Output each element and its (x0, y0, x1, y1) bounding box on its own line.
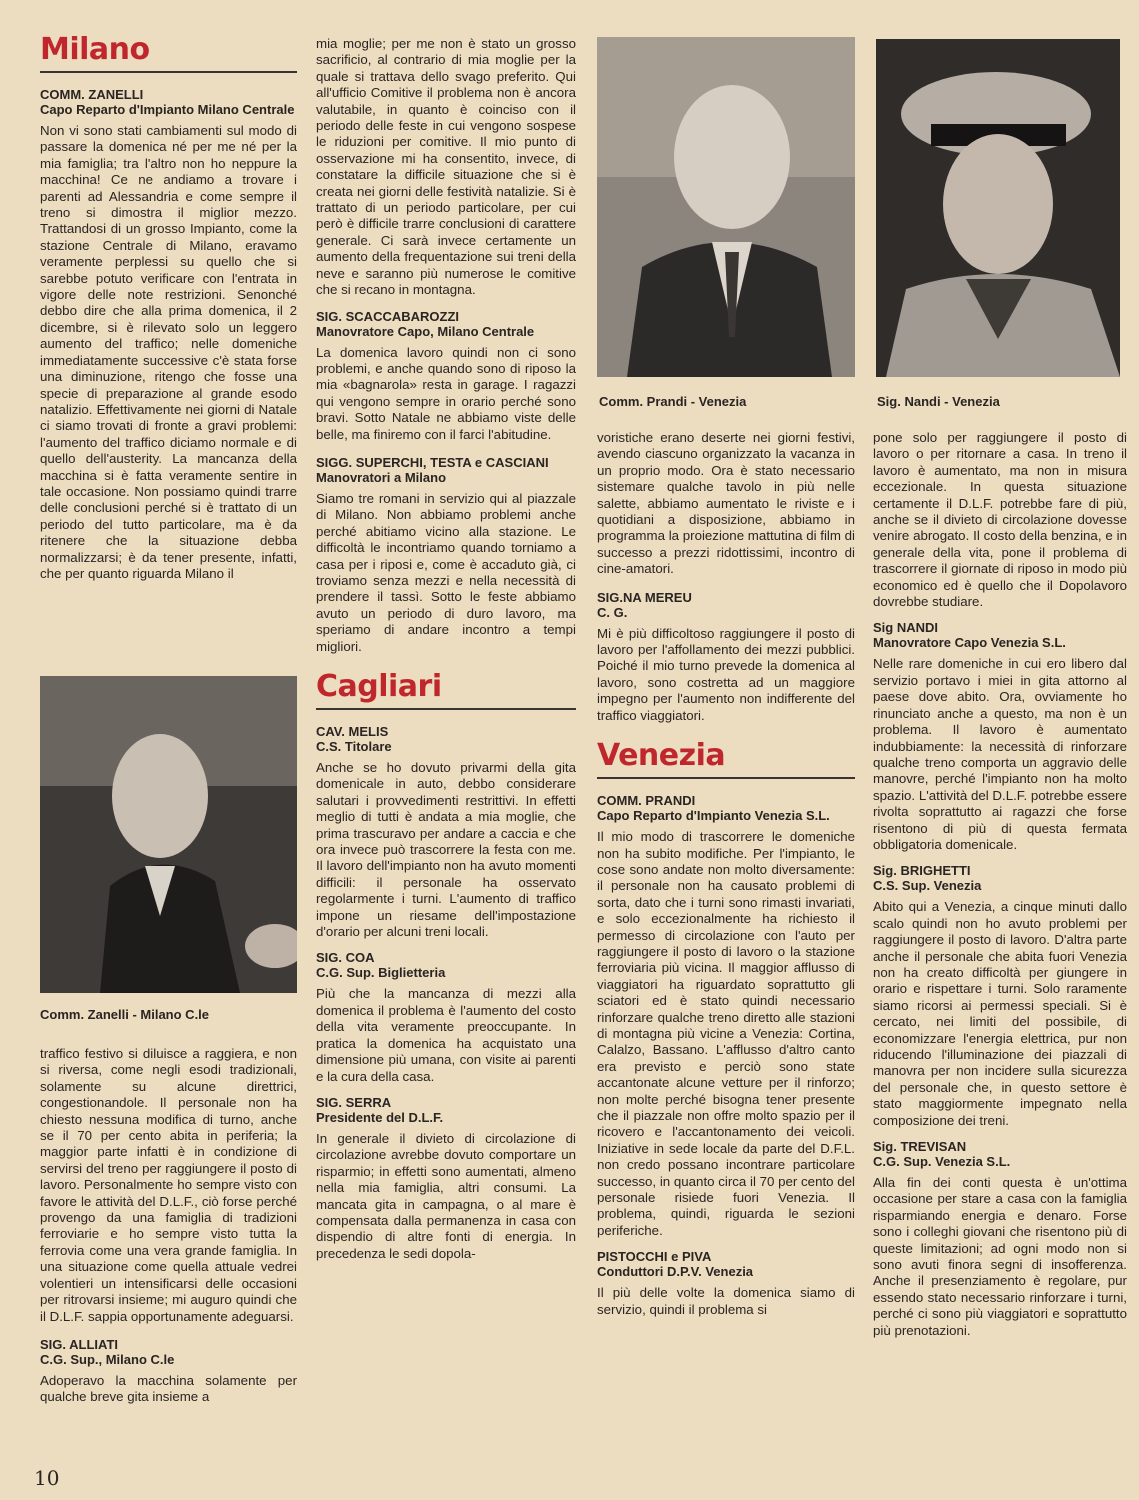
article-text: In generale il divieto di circolazione di circolazione avrebbe dovuto comportare un risparmio; in effetti sono aumentati, almeno nella mia famiglia, altri consumi. La mancata gita in campagna, o al mare è compensata dalla permanenza in casa con dispendio di altre fonti di energia. In precedenza le sedi dopola- (316, 1130, 576, 1261)
article-text: Nelle rare domeniche in cui ero libero dal servizio portavo i miei in gita attorno al paese dove abito. Ora, ovviamente ho rinunciato anche a questo, ma non è un problema. Il lavoro è aumentato indubbiamente: la necessità di rinforzare qualche treno comporta un aggravio delle manovre, perché l'impianto non ha molto spazio. L'attività del D.L.F. potrebbe essere rivolta soprattutto ai ragazzi che forse risentono di più di questa fermata obbligatoria domenicale. (873, 656, 1127, 852)
person-role: Presidente del D.L.F. (316, 1109, 444, 1125)
person-role: C.G. Sup., Milano C.le (40, 1351, 175, 1367)
section-title-venezia: Venezia (597, 738, 726, 774)
article-text: La domenica lavoro quindi non ci sono problemi, e anche quando sono di riposo la mia «bagnarola» resta in garage. I ragazzi qui vengono sempre in orario perché sono bravi. Sotto Natale ne abbiamo viste delle belle, ma finiremo con il farci l'abitudine. (316, 344, 576, 442)
article-text: traffico festivo si diluisce a raggiera, e non si riversa, come negli esodi tradizionali, solamente su alcune direttrici, congestionandole. Il personale non ha chiesto nessuna modifica di turno, anche se il 70 per cento abita in periferia; la maggior parte infatti è in condizione di servirsi del treno per raggiungere il posto di lavoro. Personalmente ho sempre visto con favore le attività del D.L.F., ciò forse perché provengo da una famiglia di tradizioni ferroviarie e ho sempre visto tutta la ferrovia come una vera grande famiglia. In una situazione come quella attuale vedrei volentieri un intensificarsi delle occasioni per ritrovarsi insieme; mi auguro quindi che il D.L.F. sappia opportunamente adeguarsi. (40, 1046, 297, 1324)
person-name: SIG. SERRA (316, 1094, 392, 1110)
person-role: C.G. Sup. Biglietteria (316, 965, 446, 981)
article-text: Anche se ho dovuto privarmi della gita domenicale in auto, debbo considerare salutari i provvedimenti restrittivi. In effetti meglio di tutti è andata a mia moglie, che prima trascuravo per andare a caccia e che ora invece può trascorrere la festa con me. Il lavoro dell'impianto non ha avuto momenti difficili: il personale ha osservato regolarmente i turni. L'aumento di traffico impone un riesame dell'impostazione d'orario per alcuni treni locali. (316, 760, 576, 940)
person-name: Sig NANDI (873, 620, 938, 636)
article-text: pone solo per raggiungere il posto di lavoro o per ritornare a casa. In treno il lavoro è aumentato, ma non in misura eccezionale. In questa situazione certamente il D.L.F. potrebbe fare di più, anche se il divieto di circolazione dovesse venire abrogato. Il costo della benzina, e in generale della vita, pone il problema di trascorrere il giornate di riposo in modo più economico ed è quello che il Dopolavoro dovrebbe studiare. (873, 430, 1127, 610)
article-text: voristiche erano deserte nei giorni festivi, avendo ciascuno organizzato la vacanza in un proprio modo. Ora è stato necessario sistemare qualche tavolo in più nelle salette, abbiamo aumentato le riviste e i quotidiani a disposizione, abbiamo in programma la proiezione mattutina di film di successo a prezzi ridottissimi, incontro di cine-amatori. (597, 430, 855, 577)
person-role: C.S. Sup. Venezia (873, 878, 982, 894)
article-text: Alla fin dei conti questa è un'ottima occasione per stare a casa con la famiglia risparmiando energia e denaro. Forse sono i colleghi giovani che risentono più di queste limitazioni; ad ogni modo non si sono avuti finora segni di insofferenza. Anche il presenziamento è regolare, pur essendo stato necessario rinforzare i turni, perché ci sono più viaggiatori e soprattutto più prenotazioni. (873, 1175, 1127, 1338)
person-name: SIG. ALLIATI (40, 1336, 118, 1352)
photo-caption: Comm. Prandi - Venezia (599, 394, 747, 409)
person-role: C.S. Titolare (316, 739, 392, 754)
person-role: C. G. (597, 604, 628, 620)
section-rule (316, 708, 576, 710)
article-text: Più che la mancanza di mezzi alla domenica il problema è l'aumento del costo della vita veramente preoccupante. In pratica la domenica ha acquistato una dimensione più umana, con visite ai parenti e la cura della casa. (316, 986, 576, 1084)
page-number: 10 (34, 1466, 60, 1490)
article-text: Siamo tre romani in servizio qui al piazzale di Milano. Non abbiamo problemi anche perché abitiamo vicino alla stazione. Le difficoltà le incontriamo quando torniamo a casa per i riposi e, come è accaduto già, ci troviamo senza mezzi e nella necessità di prendere il tassì. Sotto le feste abbiamo avuto un periodo di duro lavoro, ma speriamo di andare incontro a tempi migliori. (316, 490, 576, 654)
column-1 (40, 32, 297, 583)
article-text: Non vi sono stati cambiamenti sul modo di passare la domenica né per me né per la mia famiglia; tra l'altro non ho neppure la macchina! Ce ne andiamo a trovare i parenti ad Alessandria e come sempre il treno si dimostra il miglior mezzo. Trattandosi di un grosso Impianto, come la stazione Centrale di Milano, eravamo veramente perplessi su quello che si sarebbe potuto verificare con l'entrata in vigore delle note restrizioni. Senonché debbo dire che alla prima domenica, il 2 dicembre, si è rilevato solo un leggero aumento del traffico; nelle domeniche immediatamente successive c'è stata forse una diminuzione, ritengo che fosse una specie di preparazione al grande esodo natalizio. Effettivamente nei giorni di Natale ci siamo trovati di fronte a gravi problemi: l'aumento del traffico diciamo normale e di quello dell'austerity. La mancanza della macchina si è fatta veramente sentire in tale occasione. Non possiamo quindi trarre delle conclusioni perché si è trattato di un periodo del tutto particolare, ma è da ritenere che la situazione debba normalizzarsi; è da tener presente, infatti, che per quanto riguarda Milano il (40, 123, 297, 581)
column-1-bottom (40, 1046, 297, 1407)
article-text: mia moglie; per me non è stato un grosso sacrificio, al contrario di mia moglie per la quale si trattava dello svago preferito. Qui all'ufficio Comitive il problema non è ancora valutabile, in quanto è coinciso con il periodo delle feste in cui vengono sospese le riduzioni per comitive. Il mio punto di osservazione mi ha consentito, invece, di constatare la difficile situazione che si è creata nei giorni delle festività natalizie. Si è trattato di un periodo particolare, per cui però è difficile trarre conclusioni di carattere generale. Ci sarà invece certamente un aumento della frequentazione sui treni della neve e saranno più numerose le comitive che si recano in montagna. (316, 36, 576, 298)
person-role: Manovratori a Milano (316, 469, 447, 485)
person-name: SIG. SCACCABAROZZI (316, 308, 459, 324)
person-role: Manovratore Capo, Milano Centrale (316, 323, 535, 339)
section-title-cagliari: Cagliari (316, 669, 442, 704)
person-name: COMM. ZANELLI (40, 87, 144, 102)
photo-caption: Sig. Nandi - Venezia (877, 394, 1000, 409)
article-text: Il più delle volte la domenica siamo di servizio, quindi il problema si (597, 1285, 855, 1317)
person-role: Capo Reparto d'Impianto Venezia S.L. (597, 808, 830, 824)
article-text: Mi è più difficoltoso raggiungere il posto di lavoro per l'affollamento dei mezzi pubblici. Poiché il mio turno prevede la domenica al lavoro, sono costretta ad un maggiore impegno per l'aumento non indifferente del traffico viaggiatori. (597, 625, 855, 723)
article-text: Adoperavo la macchina solamente per qualche breve gita insieme a (40, 1372, 297, 1405)
column-4 (873, 430, 1127, 1340)
photo-prandi (597, 37, 855, 377)
section-rule (597, 777, 855, 779)
section-title-milano: Milano (40, 32, 150, 67)
article-text: Abito qui a Venezia, a cinque minuti dallo scalo quindi non ho avuto problemi per raggiungere il posto di lavoro. D'altra parte anche il personale che abita fuori Venezia non ha creato difficoltà per giungere in orario e rispettare i turni. Solo raramente siamo ricorsi ai permessi speciali. Si è cercato, nei limiti del possibile, di economizzare l'energia elettrica, pur non riducendo l'illuminazione dei piazzali di manovra per non incidere sulla sicurezza del personale che, in questo settore è stato maggiormente impegnato nella composizione dei treni. (873, 899, 1127, 1128)
photo-nandi (876, 39, 1120, 377)
person-name: Sig. TREVISAN (873, 1139, 967, 1155)
person-name: COMM. PRANDI (597, 793, 696, 809)
photo-zanelli (40, 676, 297, 993)
person-role: Capo Reparto d'Impianto Milano Centrale (40, 102, 295, 117)
photo-caption: Comm. Zanelli - Milano C.le (40, 1007, 210, 1022)
article-text: Il mio modo di trascorrere le domeniche non ha subito modifiche. Per l'impianto, le cose sono andate non molto diversamente: il personale non ha causato problemi di sorta, dato che i turni sono rimasti invariati, e solo eccezionalmente ha richiesto il permesso di circolazione con l'auto per raggiungere il posto di lavoro o la stazione ferroviaria più vicina. Il maggior afflusso di viaggiatori ha riguardato soprattutto gli sciatori ed è stato quindi necessario rinforzare qualche treno diretto alle stazioni di montagna più vicine a Venezia: Cortina, Calalzo, Bassano. L'afflusso d'altro canto era previsto e perciò sono state accantonate alcune vetture per il rinforzo; non molte perché bisogna tener presente che il piazzale non offre molto spazio per il ricovero e l'accantonamento dei veicoli. Iniziative in sede locale da parte del D.F.L. non credo possano incontrare particolare successo, in quanto circa il 70 per cento del personale risiede fuori Venezia. Il problema, quindi, riguarda le sezioni periferiche. (597, 829, 855, 1238)
person-role: Manovratore Capo Venezia S.L. (873, 635, 1066, 651)
person-name: PISTOCCHI e PIVA (597, 1249, 712, 1265)
person-name: SIGG. SUPERCHI, TESTA e CASCIANI (316, 454, 549, 470)
person-name: Sig. BRIGHETTI (873, 863, 971, 879)
column-3 (597, 430, 855, 1319)
column-2 (316, 36, 576, 1263)
person-name: CAV. MELIS (316, 724, 389, 739)
person-name: SIG.NA MEREU (597, 589, 692, 605)
person-role: Conduttori D.P.V. Venezia (597, 1264, 754, 1280)
person-name: SIG. COA (316, 950, 375, 966)
person-role: C.G. Sup. Venezia S.L. (873, 1154, 1011, 1170)
section-rule (40, 71, 297, 73)
